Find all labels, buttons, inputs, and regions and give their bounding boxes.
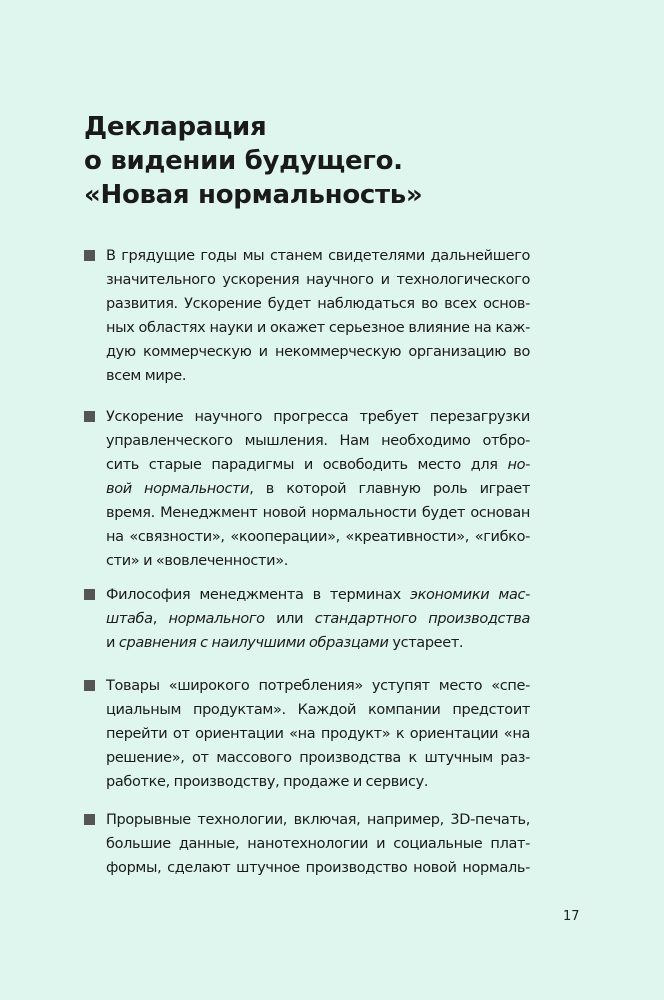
text-line: Прорывные технологии, включая, например, 3D-печать, — [106, 812, 530, 828]
text-line: В грядущие годы мы станем свидетелями дальнейшего — [106, 248, 530, 264]
bullet-text — [106, 405, 530, 573]
text-line — [106, 631, 530, 655]
text-line: большие данные, нанотехнологии и социальные плат- — [106, 836, 530, 852]
title-line: о видении будущего. — [84, 146, 403, 176]
text-line: на «связности», «кооперации», «креативности», «гибко- — [106, 529, 530, 545]
italic-text-run: стандартного производства — [314, 611, 530, 627]
text-run: или — [264, 611, 315, 627]
bullet-item — [84, 244, 530, 388]
square-bullet-icon — [84, 411, 95, 422]
title-line: Декларация — [84, 112, 267, 142]
text-line — [106, 607, 530, 631]
text-run: , — [152, 611, 169, 627]
text-line: развития. Ускорение будет наблюдаться во всех основ- — [106, 296, 530, 312]
bullet-text — [106, 244, 530, 388]
text-run: Философия менеджмента в терминах — [106, 587, 410, 603]
text-line: Ускорение научного прогресса требует перезагрузки — [106, 409, 530, 425]
text-line — [106, 583, 530, 607]
text-line: циальным продуктам». Каждой компании предстоит — [106, 702, 530, 718]
bullet-item — [84, 808, 530, 880]
italic-text-run: но- — [507, 457, 530, 473]
italic-text-run: сравнения с наилучшими образцами — [118, 635, 389, 651]
text-line: работке, производству, продаже и сервису. — [106, 774, 429, 790]
text-line: перейти от ориентации «на продукт» к ориентации «на — [106, 726, 530, 742]
chapter-title — [84, 110, 604, 212]
italic-text-run: экономики мас- — [409, 587, 530, 603]
text-line: дую коммерческую и некоммерческую организацию во — [106, 344, 530, 360]
bullet-text — [106, 583, 530, 655]
bullet-text — [106, 808, 530, 880]
square-bullet-icon — [84, 250, 95, 261]
text-line: Товары «широкого потребления» уступят место «спе- — [106, 678, 530, 694]
square-bullet-icon — [84, 814, 95, 825]
text-line: всем мире. — [106, 368, 187, 384]
bullet-text — [106, 674, 530, 794]
bullet-item — [84, 583, 530, 655]
text-line: формы, сделают штучное производство новой нормаль- — [106, 860, 530, 876]
square-bullet-icon — [84, 589, 95, 600]
bullet-item — [84, 405, 530, 573]
text-line: решение», от массового производства к штучным раз- — [106, 750, 530, 766]
page-number: 17 — [563, 909, 580, 924]
text-run: сить старые парадигмы и освободить место для — [106, 457, 508, 473]
italic-text-run: штаба — [106, 611, 153, 627]
text-run: , в которой главную роль играет — [249, 481, 530, 497]
text-line: управленческого мышления. Нам необходимо отбро- — [106, 433, 530, 449]
text-line: сти» и «вовлеченности». — [106, 553, 288, 569]
text-run: и — [106, 635, 119, 651]
text-line: значительного ускорения научного и технологического — [106, 272, 530, 288]
text-line — [106, 453, 530, 477]
text-line — [106, 477, 530, 501]
italic-text-run: нормального — [168, 611, 265, 627]
text-line: ных областях науки и окажет серьезное влияние на каж- — [106, 320, 530, 336]
title-line: «Новая нормальность» — [84, 180, 423, 210]
text-line: время. Менеджмент новой нормальности будет основан — [106, 505, 530, 521]
italic-text-run: вой нормальности — [106, 481, 250, 497]
bullet-item — [84, 674, 530, 794]
text-run: устареет. — [388, 635, 464, 651]
square-bullet-icon — [84, 680, 95, 691]
